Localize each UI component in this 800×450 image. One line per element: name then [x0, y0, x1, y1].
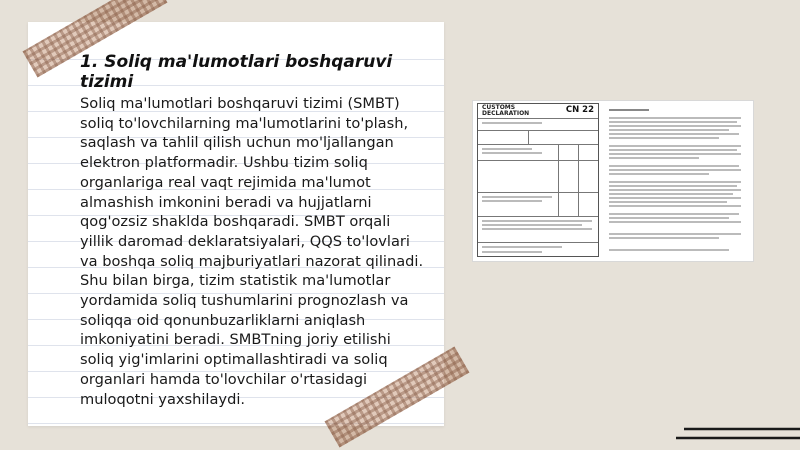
form-code: CN 22: [565, 105, 594, 115]
slide-body-text: Soliq ma'lumotlari boshqaruvi tizimi (SMBT) soliq to'lovchilarning ma'lumotlarini to'plash, saqlash va tahlil qilish uchun mo'ljallangan elektron platformadir. Ushbu tizim soliq organlariga real vaqt rejimida ma'lumot almashish imkonini beradi va hujjatlarni qog'ozsiz shaklda boshqaradi. SMBT orqali yillik daromad deklaratsiyalari, QQS to'lovlari va boshqa soliq majburiyatlari nazorat qilinadi. Shu bilan birga, tizim statistik ma'lumotlar yordamida soliq tushumlarini prognozlash va soliqqa oid qonunbuzarliklarni aniqlash imkoniyatini beradi. SMBTning joriy etilishi soliq yig'imlarini optimallashtiradi va soliq organlari hamda to'lovchilar o'rtasidagi muloqotni yaxshilaydi.: [80, 95, 424, 408]
form-header: CUSTOMS DECLARATION: [482, 104, 530, 117]
slide-title: 1. Soliq ma'lumotlari boshqaruvi tizimi: [80, 52, 393, 92]
